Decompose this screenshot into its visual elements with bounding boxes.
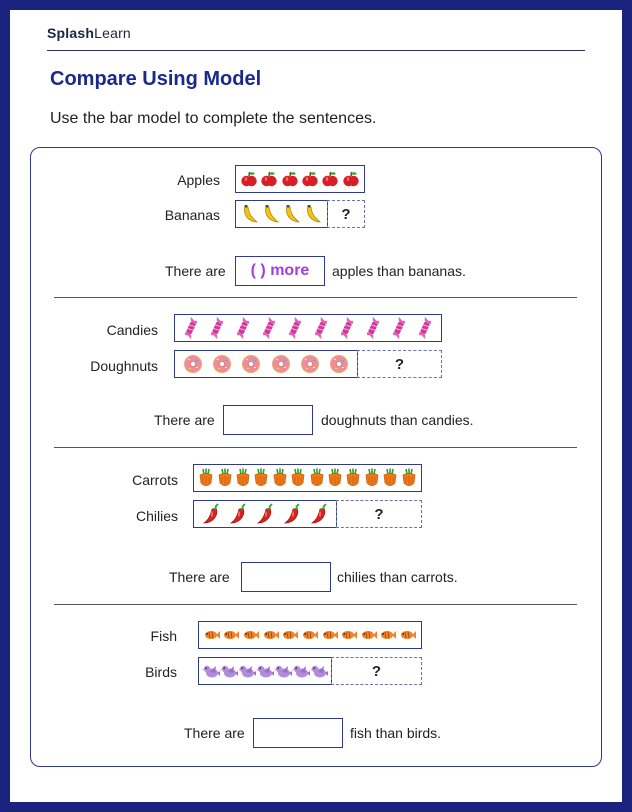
sentence-prefix: There are [184,725,245,741]
carrot-icon [309,468,325,488]
carrot-icon [327,468,343,488]
chili-icon [255,503,275,525]
fish-icon [380,629,396,641]
instruction-text: Use the bar model to complete the sentences. [50,110,377,127]
bar-apples [235,165,365,193]
sentence-suffix: apples than bananas. [332,263,466,279]
apple-icon [302,170,318,188]
bird-icon [202,663,220,679]
row-label-apples: Apples [177,172,220,188]
fish-icon [400,629,416,641]
row-label-fish: Fish [150,628,177,644]
bar-birds [198,657,332,685]
bar-bananas [235,200,328,228]
page-title: Compare Using Model [50,68,262,90]
fish-icon [302,629,318,641]
carrot-icon [290,468,306,488]
row-label-bananas: Bananas [164,207,220,223]
chili-icon [282,503,302,525]
chili-icon [201,503,221,525]
candy-icon [315,317,327,339]
unknown-difference-box: ? [327,200,365,228]
candy-icon [341,317,353,339]
bar-fish [198,621,422,649]
candy-icon [367,317,379,339]
doughnut-icon [299,354,321,374]
worksheet-page [10,10,622,802]
candy-icon [237,317,249,339]
carrot-icon [401,468,417,488]
carrot-icon [217,468,233,488]
carrot-icon [198,468,214,488]
bar-candies [174,314,442,342]
chili-icon [309,503,329,525]
fish-icon [243,629,259,641]
fish-icon [361,629,377,641]
bird-icon [292,663,310,679]
banana-icon [304,204,322,224]
doughnut-icon [240,354,262,374]
carrot-icon [253,468,269,488]
carrot-icon [364,468,380,488]
carrot-icon [382,468,398,488]
row-label-birds: Birds [145,664,177,680]
carrot-icon [235,468,251,488]
section-divider [54,604,577,605]
section-divider [54,297,577,298]
answer-box[interactable] [253,718,343,748]
row-label-carrots: Carrots [132,472,178,488]
candy-icon [419,317,431,339]
bird-icon [238,663,256,679]
bird-icon [220,663,238,679]
answer-box[interactable]: ( ) more [235,256,325,286]
sentence-prefix: There are [165,263,226,279]
answer-box[interactable] [241,562,331,592]
candy-icon [185,317,197,339]
sentence-suffix: doughnuts than candies. [321,412,474,428]
unknown-difference-box: ? [331,657,422,685]
carrot-icon [345,468,361,488]
bird-icon [256,663,274,679]
doughnut-icon [211,354,233,374]
chili-icon [228,503,248,525]
apple-icon [343,170,359,188]
unknown-difference-box: ? [357,350,442,378]
fish-icon [322,629,338,641]
row-label-chilies: Chilies [135,508,178,524]
fish-icon [263,629,279,641]
banana-icon [262,204,280,224]
row-label-candies: Candies [106,322,158,338]
fish-icon [282,629,298,641]
doughnut-icon [270,354,292,374]
bar-carrots [193,464,422,492]
sentence-suffix: fish than birds. [350,725,442,741]
sentence-prefix: There are [169,569,230,585]
carrot-icon [272,468,288,488]
bar-doughnuts [174,350,358,378]
apple-icon [322,170,338,188]
fish-icon [204,629,220,641]
answer-box[interactable] [223,405,313,435]
bird-icon [310,663,328,679]
candy-icon [393,317,405,339]
doughnut-icon [182,354,204,374]
bird-icon [274,663,292,679]
apple-icon [261,170,277,188]
apple-icon [282,170,298,188]
unknown-difference-box: ? [336,500,422,528]
banana-icon [283,204,301,224]
candy-icon [263,317,275,339]
candy-icon [289,317,301,339]
sentence-suffix: chilies than carrots. [337,569,458,585]
fish-icon [223,629,239,641]
banana-icon [241,204,259,224]
sentence-prefix: There are [154,412,215,428]
fish-icon [341,629,357,641]
brand-logo: SplashLearn [47,25,131,41]
header-divider [47,50,585,51]
bar-chilies [193,500,337,528]
row-label-doughnuts: Doughnuts [90,358,158,374]
apple-icon [241,170,257,188]
section-divider [54,447,577,448]
doughnut-icon [328,354,350,374]
candy-icon [211,317,223,339]
